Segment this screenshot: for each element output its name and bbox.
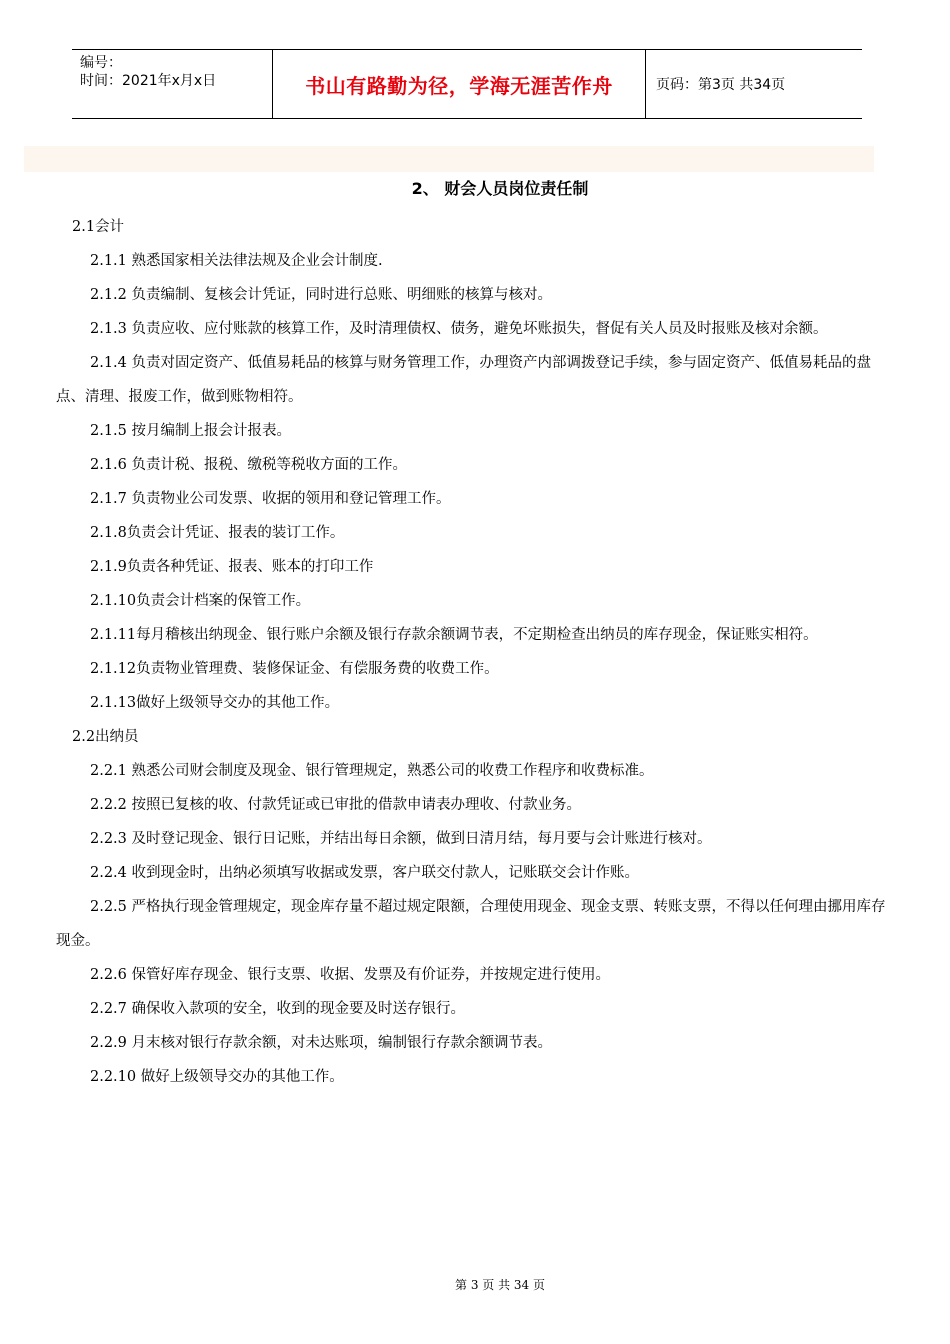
list-item: 2.1.4 负责对固定资产、低值易耗品的核算与财务管理工作，办理资产内部调拨登记手续，参与固定资产、低值易耗品的盘点、清理、报废工作，做到账物相符。: [56, 355, 871, 405]
list-item: 2.1.6 负责计税、报税、缴税等税收方面的工作。: [90, 457, 408, 473]
section-heading: 2.2出纳员: [72, 729, 139, 745]
time-label: 时间：2021年x月x日: [80, 73, 217, 89]
list-item: 2.1.9负责各种凭证、报表、账本的打印工作: [90, 559, 374, 575]
list-item: 2.2.10 做好上级领导交办的其他工作。: [90, 1069, 344, 1085]
list-item: 2.1.8负责会计凭证、报表的装订工作。: [90, 525, 345, 541]
list-item: 2.1.7 负责物业公司发票、收据的领用和登记管理工作。: [90, 491, 451, 507]
header-page-cell: [646, 50, 862, 118]
list-item: 2.1.3 负责应收、应付账款的核算工作，及时清理债权、债务，避免坏账损失，督促有关人员及时报账及核对余额。: [90, 321, 828, 337]
list-item: 2.2.1 熟悉公司财会制度及现金、银行管理规定，熟悉公司的收费工作程序和收费标准。: [90, 763, 654, 779]
header-info-cell: [72, 50, 273, 118]
document-body: [56, 210, 886, 1094]
list-item: 2.2.6 保管好库存现金、银行支票、收据、发票及有价证券，并按规定进行使用。: [90, 967, 611, 983]
header-table: [72, 49, 862, 119]
list-item: 2.1.5 按月编制上报会计报表。: [90, 423, 292, 439]
list-item: 2.2.3 及时登记现金、银行日记账，并结出每日余额，做到日清月结，每月要与会计账进行核对。: [90, 831, 712, 847]
header-motto-cell: [273, 50, 646, 118]
page-code: 页码：第3页 共34页: [656, 77, 786, 93]
list-item: 2.2.7 确保收入款项的安全，收到的现金要及时送存银行。: [90, 1001, 466, 1017]
list-item: 2.1.11每月稽核出纳现金、银行账户余额及银行存款余额调节表，不定期检查出纳员的库存现金，保证账实相符。: [90, 627, 818, 643]
section-heading: 2.1会计: [72, 219, 125, 235]
list-item: 2.1.2 负责编制、复核会计凭证，同时进行总账、明细账的核算与核对。: [90, 287, 553, 303]
motto-text: 书山有路勤为径，学海无涯苦作舟: [305, 73, 613, 98]
shaded-band: [24, 146, 874, 172]
number-label: 编号：: [80, 55, 122, 71]
page-footer: 第 3 页 共 34 页: [455, 1278, 545, 1292]
list-item: 2.2.5 严格执行现金管理规定，现金库存量不超过规定限额，合理使用现金、现金支票、转账支票，不得以任何理由挪用库存现金。: [56, 899, 886, 949]
list-item: 2.2.4 收到现金时，出纳必须填写收据或发票，客户联交付款人，记账联交会计作账。: [90, 865, 640, 881]
list-item: 2.1.10负责会计档案的保管工作。: [90, 593, 311, 609]
list-item: 2.2.9 月末核对银行存款余额，对未达账项，编制银行存款余额调节表。: [90, 1035, 553, 1051]
document-title: 2、 财会人员岗位责任制: [411, 179, 589, 198]
list-item: 2.2.2 按照已复核的收、付款凭证或已审批的借款申请表办理收、付款业务。: [90, 797, 582, 813]
list-item: 2.1.13做好上级领导交办的其他工作。: [90, 695, 340, 711]
list-item: 2.1.12负责物业管理费、装修保证金、有偿服务费的收费工作。: [90, 661, 499, 677]
list-item: 2.1.1 熟悉国家相关法律法规及企业会计制度.: [90, 253, 383, 269]
